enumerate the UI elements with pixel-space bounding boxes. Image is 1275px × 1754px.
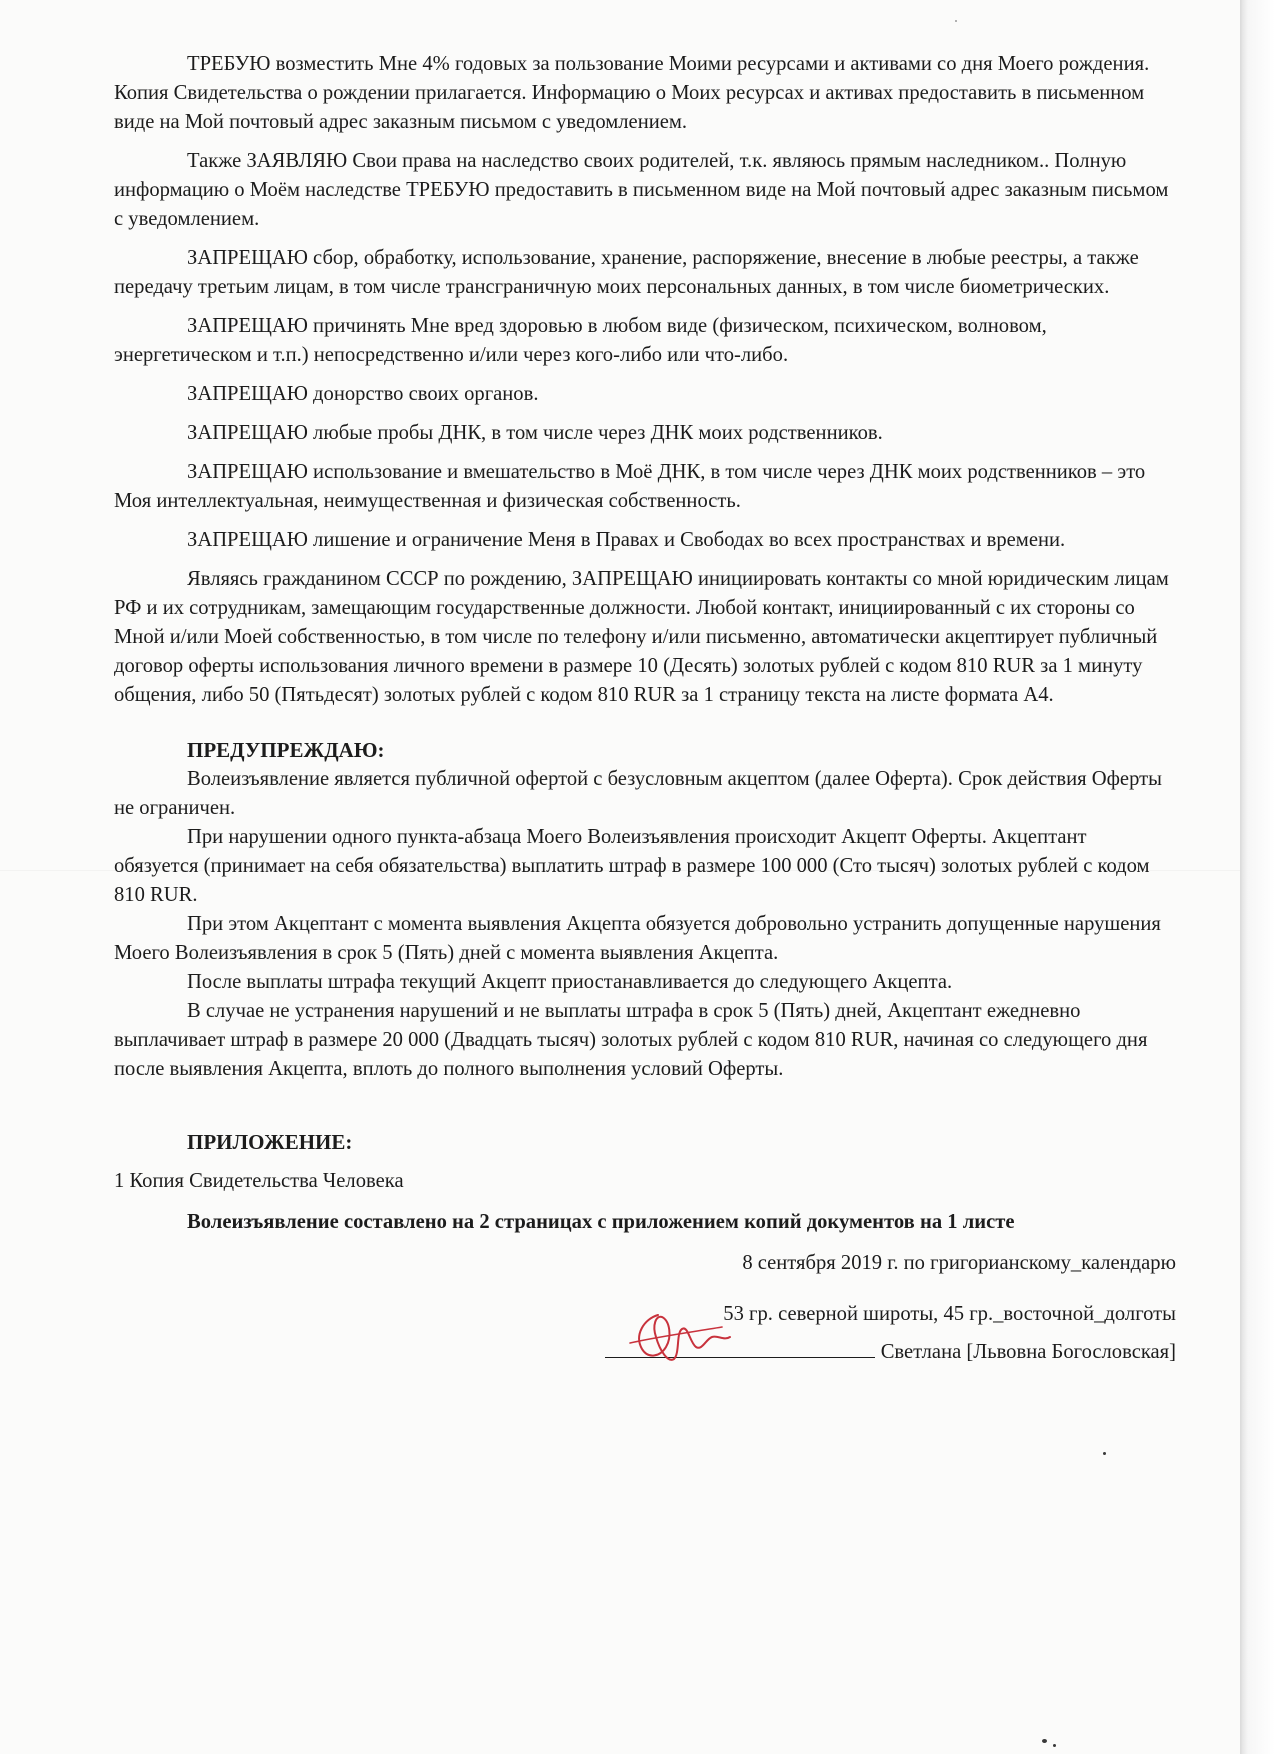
handwritten-signature xyxy=(626,1307,736,1369)
warning-paragraph: В случае не устранения нарушений и не выплаты штрафа в срок 5 (Пять) дней, Акцептант ежедневно выплачивает штраф в размере 20 000 (Двадцать тысяч) золотых рублей с кодом 810 RUR, начиная со следующего дня после выявления Акцепта, вплоть до полного выполнения условий Оферты. xyxy=(114,1000,1148,1080)
paragraph-health: ЗАПРЕЩАЮ причинять Мне вред здоровью в любом виде (физическом, психическом, волновом, энергетическом и т.п.) непосредственно и/или через кого-либо или что-либо. xyxy=(114,315,1047,366)
paragraph-inheritance: Также ЗАЯВЛЯЮ Свои права на наследство своих родителей, т.к. являюсь прямым наследником.. Полную информацию о Моём наследстве ТРЕБУЮ предоставить в письменном виде на Мой почтовый адрес заказным письмом с уведомлением. xyxy=(114,150,1169,230)
scan-speck xyxy=(1053,1744,1056,1747)
warning-paragraph: Волеизъявление является публичной офертой с безусловным акцептом (далее Оферта). Срок действия Оферты не ограничен. xyxy=(114,768,1162,819)
warning-heading: ПРЕДУПРЕЖДАЮ: xyxy=(187,738,385,762)
warning-paragraph: После выплаты штрафа текущий Акцепт приостанавливается до следующего Акцепта. xyxy=(187,971,953,993)
warning-paragraph: При нарушении одного пункта-абзаца Моего Волеизъявления происходит Акцепт Оферты. Акцептант обязуется (принимает на себя обязательства) выплатить штраф в размере 100 000 (Сто тысяч) золотых рублей с кодом 810 RUR. xyxy=(114,826,1150,906)
paragraph-dna-tests: ЗАПРЕЩАЮ любые пробы ДНК, в том числе через ДНК моих родственников. xyxy=(187,422,883,444)
signature-row xyxy=(114,1337,1176,1367)
paragraph-contacts: Являясь гражданином СССР по рождению, ЗАПРЕЩАЮ инициировать контакты со мной юридическим лицам РФ и их сотрудникам, замещающим государственные должности. Любой контакт, инициированный с их стороны со Мной и/или Моей собственностью, в том числе по телефону и/или письменно, автоматически акцептирует публичный договор оферты использования личного времени в размере 10 (Десять) золотых рублей с кодом 810 RUR за 1 минуту общения, либо 50 (Пятьдесят) золотых рублей с кодом 810 RUR за 1 страницу текста на листе формата А4. xyxy=(114,568,1169,706)
signatory-name: Светлана [Львовна Богословская] xyxy=(880,1341,1176,1363)
scan-speck xyxy=(955,20,957,22)
paragraph-donorship: ЗАПРЕЩАЮ донорство своих органов. xyxy=(187,383,539,405)
appendix-item: 1 Копия Свидетельства Человека xyxy=(114,1170,404,1192)
warning-paragraph: При этом Акцептант с момента выявления Акцепта обязуется добровольно устранить допущенные нарушения Моего Волеизъявления в срок 5 (Пять) дней с момента выявления Акцепта. xyxy=(114,913,1161,964)
scan-speck xyxy=(1042,1739,1047,1743)
paragraph-personal-data: ЗАПРЕЩАЮ сбор, обработку, использование, хранение, распоряжение, внесение в любые реестры, а также передачу третьим лицам, в том числе трансграничную моих персональных данных, в том числе биометрических. xyxy=(114,247,1139,298)
document-summary: Волеизъявление составлено на 2 страницах с приложением копий документов на 1 листе xyxy=(187,1211,1015,1233)
scan-speck xyxy=(1103,1452,1106,1455)
scan-edge xyxy=(1240,0,1275,1754)
document-date: 8 сентября 2019 г. по григорианскому_календарю xyxy=(742,1252,1176,1274)
paragraph-dna-use: ЗАПРЕЩАЮ использование и вмешательство в Моё ДНК, в том числе через ДНК моих родственников – это Моя интеллектуальная, неимущественная и физическая собственность. xyxy=(114,461,1146,512)
document-body xyxy=(114,50,1176,1367)
document-coordinates: 53 гр. северной широты, 45 гр._восточной_долготы xyxy=(723,1303,1176,1325)
paragraph-rights: ЗАПРЕЩАЮ лишение и ограничение Меня в Правах и Свободах во всех пространствах и времени. xyxy=(187,529,1066,551)
appendix-heading: ПРИЛОЖЕНИЕ: xyxy=(187,1130,353,1154)
paragraph-demand-interest: ТРЕБУЮ возместить Мне 4% годовых за пользование Моими ресурсами и активами со дня Моего рождения. Копия Свидетельства о рождении прилагается. Информацию о Моих ресурсах и активах предоставить в письменном виде на Мой почтовый адрес заказным письмом с уведомлением. xyxy=(114,53,1150,133)
